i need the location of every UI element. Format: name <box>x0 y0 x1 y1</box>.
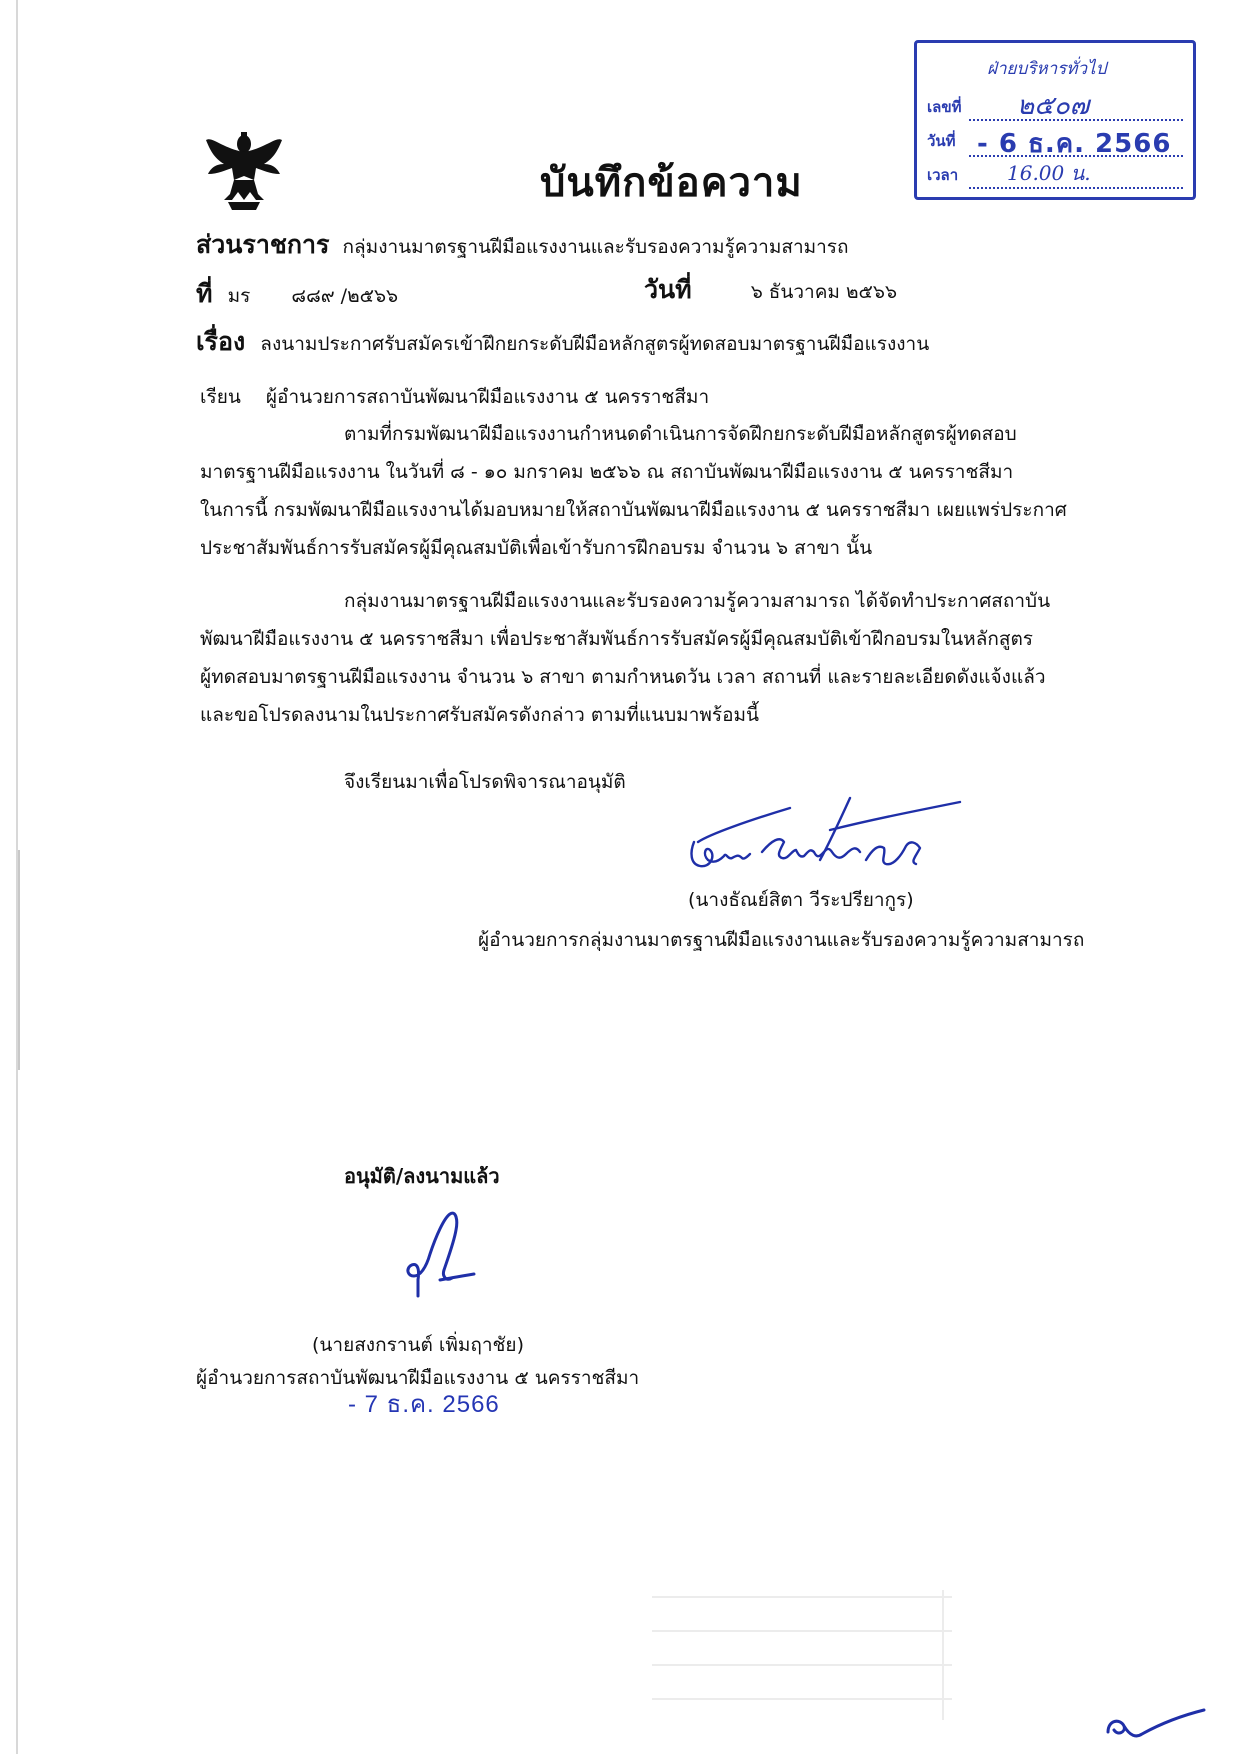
paragraph-line: ตามที่กรมพัฒนาฝีมือแรงงานกำหนดดำเนินการจัดฝึกยกระดับฝีมือหลักสูตรผู้ทดสอบ <box>344 423 1017 445</box>
reference-number: ๘๘๙ /๒๕๖๖ <box>291 285 399 307</box>
paragraph-line: ผู้ทดสอบมาตรฐานฝีมือแรงงาน จำนวน ๖ สาขา ตามกำหนดวัน เวลา สถานที่ และรายละเอียดดังแจ้งแล้ว <box>200 666 1046 688</box>
approver-name: (นายสงกรานต์ เพิ่มฤาชัย) <box>312 1334 524 1356</box>
paragraph-line: มาตรฐานฝีมือแรงงาน ในวันที่ ๘ - ๑๐ มกราคม ๒๕๖๖ ณ สถาบันพัฒนาฝีมือแรงงาน ๕ นครราชสีมา <box>200 461 1014 483</box>
subject-value: ลงนามประกาศรับสมัครเข้าฝึกยกระดับฝีมือหลักสูตรผู้ทดสอบมาตรฐานฝีมือแรงงาน <box>260 333 930 355</box>
faint-line <box>652 1596 952 1598</box>
faint-line <box>652 1630 952 1632</box>
stamp-time-row <box>927 163 958 187</box>
date-label: วันที่ <box>644 275 692 304</box>
reference-prefix: มร <box>227 285 251 307</box>
closing-text: จึงเรียนมาเพื่อโปรดพิจารณาอนุมัติ <box>344 771 626 793</box>
stamp-date-value: - 6 ธ.ค. 2566 <box>977 129 1172 159</box>
paragraph-line: ประชาสัมพันธ์การรับสมัครผู้มีคุณสมบัติเพื่อเข้ารับการฝึกอบรม จำนวน ๖ สาขา นั้น <box>200 537 873 559</box>
body-paragraph-1 <box>200 415 1120 567</box>
page-title: บันทึกข้อความ <box>540 160 803 206</box>
garuda-emblem-icon <box>204 130 284 212</box>
agency-row <box>196 225 849 265</box>
stamp-date-row <box>927 129 956 153</box>
reference-label: ที่ <box>196 279 213 308</box>
stamp-number-label: เลขที่ <box>927 98 962 116</box>
recipient-value: ผู้อำนวยการสถาบันพัฒนาฝีมือแรงงาน ๕ นครราชสีมา <box>265 386 710 408</box>
paragraph-line: กลุ่มงานมาตรฐานฝีมือแรงงานและรับรองความรู้ความสามารถ ได้จัดทำประกาศสถาบัน <box>344 590 1051 612</box>
receiving-stamp <box>914 40 1196 200</box>
page-edge-shadow <box>18 850 20 1070</box>
recipient-row <box>200 382 709 412</box>
stamp-date-label: วันที่ <box>927 132 956 150</box>
approver-position: ผู้อำนวยการสถาบันพัฒนาฝีมือแรงงาน ๕ นครราชสีมา <box>196 1367 640 1389</box>
stamp-number-row <box>927 95 961 119</box>
agency-value: กลุ่มงานมาตรฐานฝีมือแรงงานและรับรองความรู้ความสามารถ <box>342 236 849 258</box>
recipient-label: เรียน <box>200 386 241 408</box>
subject-label: เรื่อง <box>196 327 246 356</box>
signer-1-name: (นางธัณย์สิตา วีระปรียากูร) <box>688 889 914 911</box>
paragraph-line: และขอโปรดลงนามในประกาศรับสมัครดังกล่าว ตามที่แนบมาพร้อมนี้ <box>200 704 760 726</box>
paragraph-line: ในการนี้ กรมพัฒนาฝีมือแรงงานได้มอบหมายให้สถาบันพัฒนาฝีมือแรงงาน ๕ นครราชสีมา เผยแพร่ประกาศ <box>200 499 1067 521</box>
stamp-time-value: 16.00 น. <box>1007 161 1091 185</box>
stamp-time-label: เวลา <box>927 166 959 184</box>
stamp-title: ฝ่ายบริหารทั่วไป <box>987 59 1107 79</box>
faint-line <box>652 1698 952 1700</box>
subject-row <box>196 322 929 362</box>
reference-row <box>196 274 398 314</box>
initial-mark-icon <box>1100 1696 1210 1746</box>
date-value: ๖ ธันวาคม ๒๕๖๖ <box>750 281 898 303</box>
signature-1-icon <box>680 790 980 890</box>
stamp-number-value: ๒๕๐๗ <box>1017 91 1090 121</box>
paragraph-line: พัฒนาฝีมือแรงงาน ๕ นครราชสีมา เพื่อประชาสัมพันธ์การรับสมัครผู้มีคุณสมบัติเข้าฝึกอบรมในหลักสูตร <box>200 628 1033 650</box>
faint-line <box>942 1590 944 1720</box>
approval-date-stamp: - 7 ธ.ค. 2566 <box>348 1391 500 1418</box>
faint-routing-table <box>652 1590 1052 1730</box>
body-paragraph-2 <box>200 582 1120 734</box>
signature-2-icon <box>400 1206 490 1302</box>
signer-1-position: ผู้อำนวยการกลุ่มงานมาตรฐานฝีมือแรงงานและรับรองความรู้ความสามารถ <box>478 929 1085 951</box>
faint-line <box>652 1664 952 1666</box>
date-row <box>644 270 897 310</box>
approval-label: อนุมัติ/ลงนามแล้ว <box>344 1164 500 1188</box>
agency-label: ส่วนราชการ <box>196 230 330 259</box>
